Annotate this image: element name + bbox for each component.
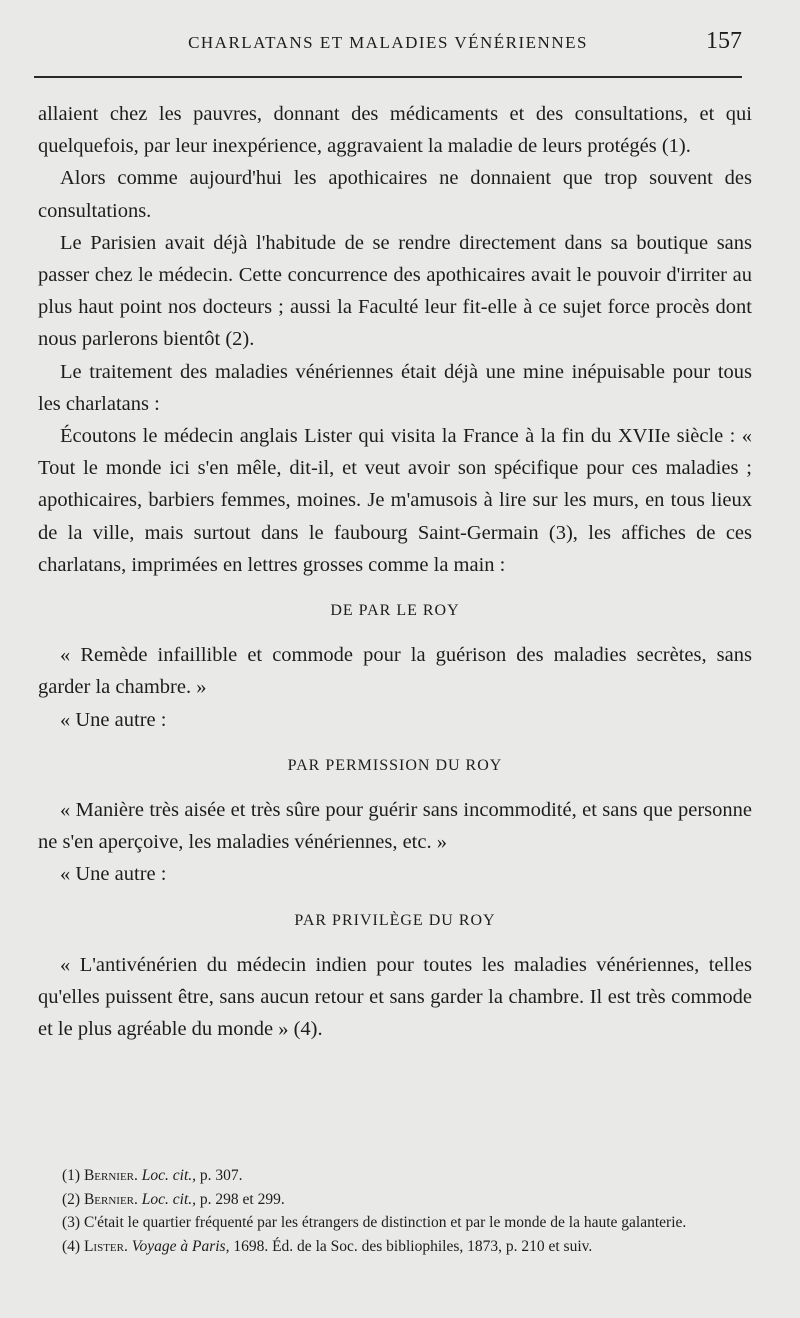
running-title: CHARLATANS ET MALADIES VÉNÉRIENNES [188, 33, 588, 52]
paragraph: Alors comme aujourd'hui les apothicaires ne donnaient que trop souvent des consultations. [38, 167, 752, 222]
poster-heading: DE PAR LE ROY [330, 602, 460, 620]
footnote-text: 1698. Éd. de la Soc. des bibliophiles, 1873, p. 210 et suiv. [233, 1237, 593, 1255]
footnote-number: (4) [62, 1237, 81, 1255]
paragraph: Le traitement des maladies vénériennes était déjà une mine inépuisable pour tous les charlatans : [38, 360, 752, 415]
footnote [48, 1235, 752, 1259]
footnote-author: Bernier. [83, 1167, 138, 1184]
paragraph: allaient chez les pauvres, donnant des médicaments et des consultations, et qui quelquefois, par leur inexpérience, aggravaient la maladie de leurs protégés (1). [38, 103, 752, 158]
paragraph: « Une autre : [60, 708, 167, 731]
footnote [48, 1164, 752, 1188]
page-number: 157 [706, 28, 742, 54]
footnote-text: p. 307. [199, 1167, 243, 1184]
paragraph: « Manière très aisée et très sûre pour guérir sans incommodité, et sans que personne ne s'en aperçoive, les maladies vénériennes, etc. » [38, 799, 752, 854]
footnote-author: Lister. [83, 1237, 128, 1255]
footnote-reference: Voyage à Paris, [131, 1237, 230, 1255]
header-rule [34, 76, 742, 78]
footnote-number: (2) [62, 1190, 81, 1208]
footnote-author: Bernier. [83, 1190, 138, 1208]
body-text [38, 98, 752, 1045]
footnote [48, 1211, 752, 1235]
footnote [48, 1188, 752, 1212]
page-header [34, 28, 742, 62]
paragraph: « L'antivénérien du médecin indien pour toutes les maladies vénériennes, telles qu'elles puissent être, sans aucun retour et sans garder la chambre. Il est très commode et le plus agréable du monde » (4). [38, 953, 752, 1041]
poster-heading: PAR PRIVILÈGE DU ROY [294, 911, 496, 929]
footnote-number: (3) [62, 1214, 81, 1231]
paragraph: Écoutons le médecin anglais Lister qui visita la France à la fin du XVIIe siècle : « Tout le monde ici s'en mêle, dit-il, et veut avoir son spécifique pour ces maladies ; apothicaires, barbiers femmes, moines. Je m'amusois à lire sur les murs, en tous lieux de la ville, mais surtout dans le faubourg Saint-Germain (3), les affiches de ces charlatans, imprimées en lettres grosses comme la main : [38, 425, 752, 576]
paragraph: « Une autre : [60, 863, 167, 886]
footnotes [48, 1164, 752, 1258]
paragraph: Le Parisien avait déjà l'habitude de se rendre directement dans sa boutique sans passer chez le médecin. Cette concurrence des apothicaires avait le pouvoir d'irriter au plus haut point nos docteurs ; aussi la Faculté leur fit-elle à ce sujet force procès dont nous parlerons bientôt (2). [38, 231, 752, 351]
footnote-text: C'était le quartier fréquenté par les étrangers de distinction et par le monde de la haute galanterie. [83, 1214, 687, 1231]
footnote-text: p. 298 et 299. [199, 1190, 285, 1208]
footnote-reference: Loc. cit., [141, 1167, 197, 1184]
paragraph: « Remède infaillible et commode pour la guérison des maladies secrètes, sans garder la chambre. » [38, 644, 752, 699]
poster-heading: PAR PERMISSION DU ROY [287, 756, 503, 774]
footnote-reference: Loc. cit., [141, 1190, 197, 1208]
footnote-number: (1) [62, 1167, 81, 1184]
